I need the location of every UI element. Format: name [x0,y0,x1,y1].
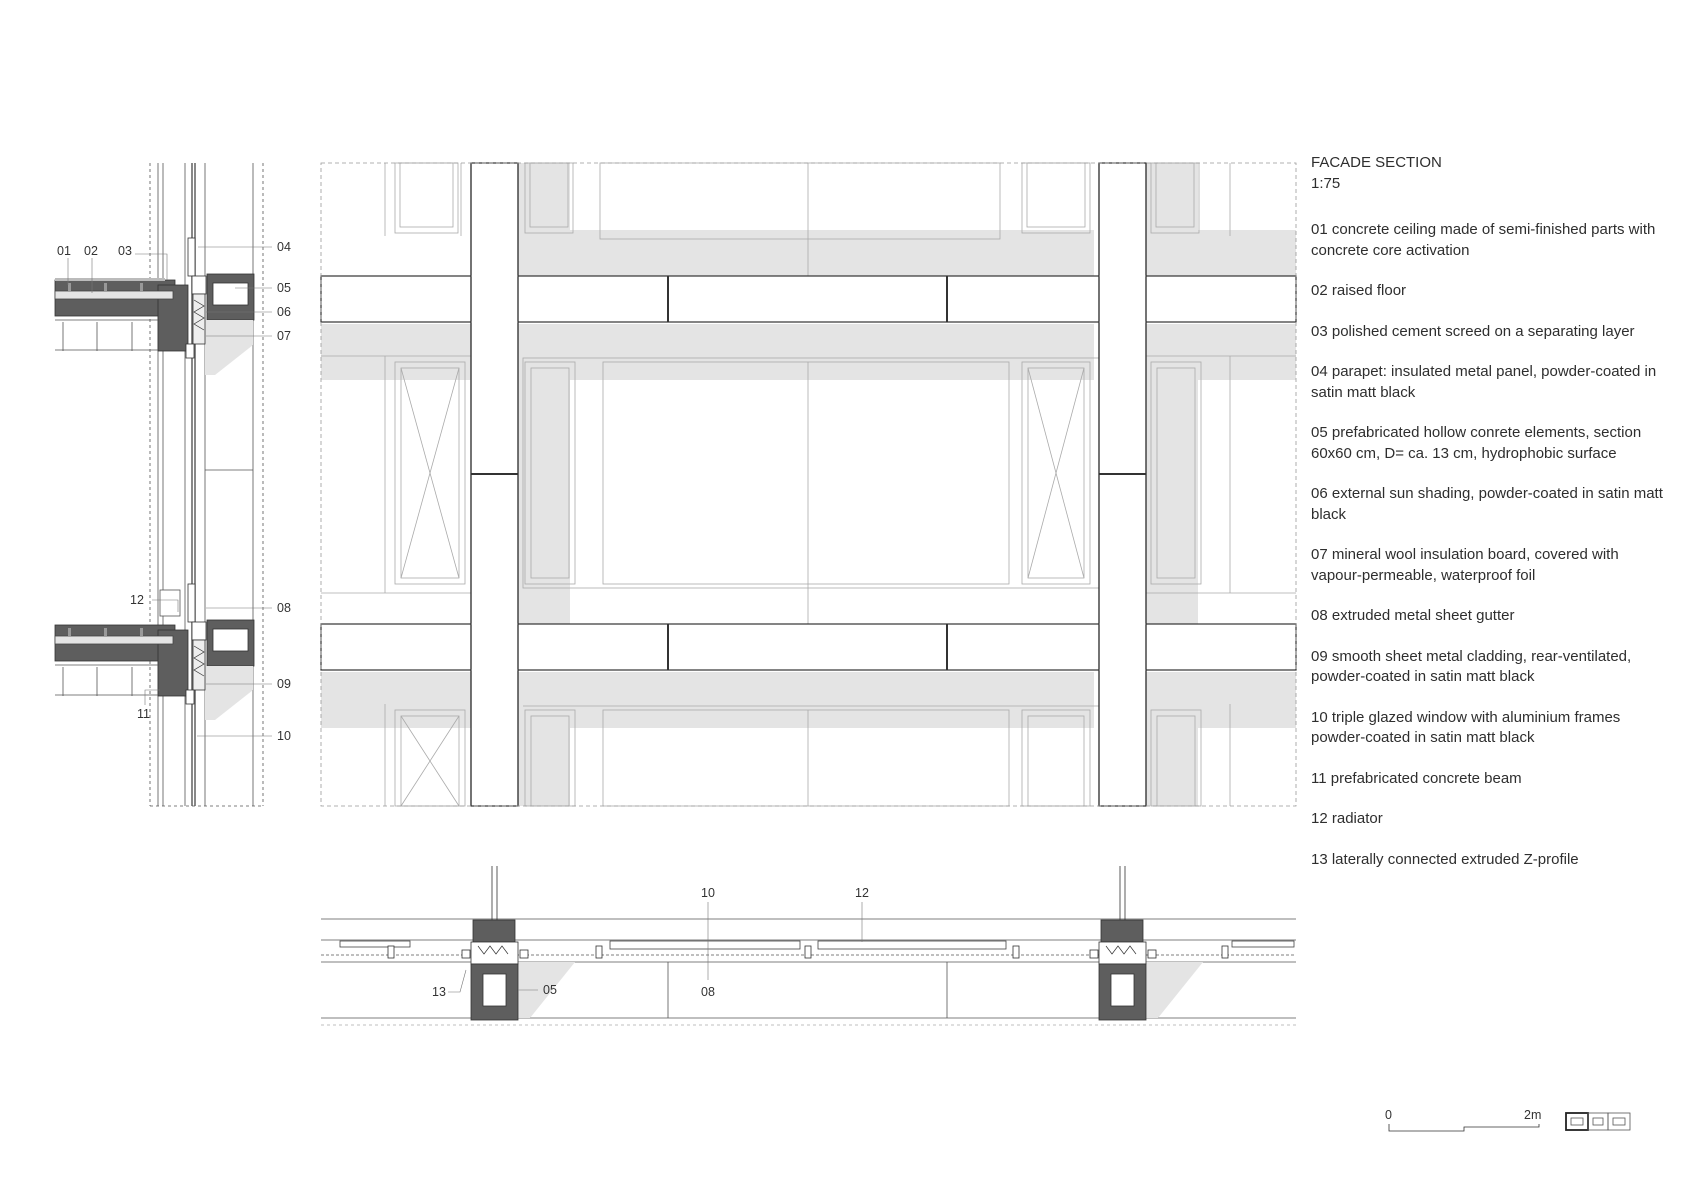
section-callout-02: 02 [84,244,98,258]
section-callout-05: 05 [277,281,291,295]
section-callout-10: 10 [277,729,291,743]
scale-bar [1389,1124,1539,1131]
section-callout-06: 06 [277,305,291,319]
legend-item-11: 11 prefabricated concrete beam [1311,769,1522,787]
legend-item-01: 01 concrete ceiling made of semi-finished parts with concrete core activation [1311,221,1656,259]
legend-item-02: 02 raised floor [1311,282,1407,299]
upper-concrete-element [205,274,254,375]
legend-item-07: 07 mineral wool insulation board, covered with vapour-permeable, waterproof foil [1311,546,1619,584]
section-callout-01: 01 [57,244,71,258]
legend-item-03: 03 polished cement screed on a separating layer [1311,322,1635,340]
scale-bar-end: 2m [1524,1108,1542,1122]
legend-item-08: 08 extruded metal sheet gutter [1311,607,1515,624]
legend-item-04: 04 parapet: insulated metal panel, powder-coated in satin matt black [1311,363,1657,401]
key-plan-icon [1566,1113,1630,1130]
legend-scale: 1:75 [1311,174,1341,192]
facade-section-view [55,163,272,806]
legend-item-13: 13 laterally connected extruded Z-profile [1311,850,1579,868]
legend-item-10: 10 triple glazed window with aluminium frames powder-coated in satin matt black [1311,708,1621,746]
section-callout-09: 09 [277,677,291,691]
legend-item-12: 12 radiator [1311,810,1383,827]
plan-callout-12: 12 [855,886,869,900]
upper-slab [55,278,188,351]
upper-facade-detail [186,238,206,358]
section-callout-12: 12 [130,593,144,607]
plan-callout-13: 13 [432,985,446,999]
plan-callout-08: 08 [701,985,715,999]
lower-concrete-element [205,620,254,720]
section-callout-07: 07 [277,329,291,343]
scale-bar-start: 0 [1385,1108,1392,1122]
plan-column-right [1099,866,1146,1020]
lower-facade-detail [186,584,206,704]
elevation-shading [321,163,1296,806]
plan-callout-10: 10 [701,886,715,900]
radiator-section [160,590,180,616]
facade-elevation-view [321,163,1296,806]
legend-panel [1311,153,1671,890]
lower-slab [55,625,188,696]
legend-item-09: 09 smooth sheet metal cladding, rear-ventilated, powder-coated in satin matt black [1311,647,1632,685]
section-callout-11: 11 [137,707,150,721]
plan-callout-05: 05 [543,983,557,997]
section-callout-08: 08 [277,601,291,615]
legend-title: FACADE SECTION [1311,154,1442,171]
plan-column-left [471,866,518,1020]
section-callout-03: 03 [118,244,132,258]
section-callout-04: 04 [277,240,291,254]
facade-plan-view [321,866,1296,1025]
legend-item-06: 06 external sun shading, powder-coated in satin matt black [1311,485,1663,523]
legend-item-05: 05 prefabricated hollow conrete elements, section 60x60 cm, D= ca. 13 cm, hydrophobic surface [1311,424,1642,462]
